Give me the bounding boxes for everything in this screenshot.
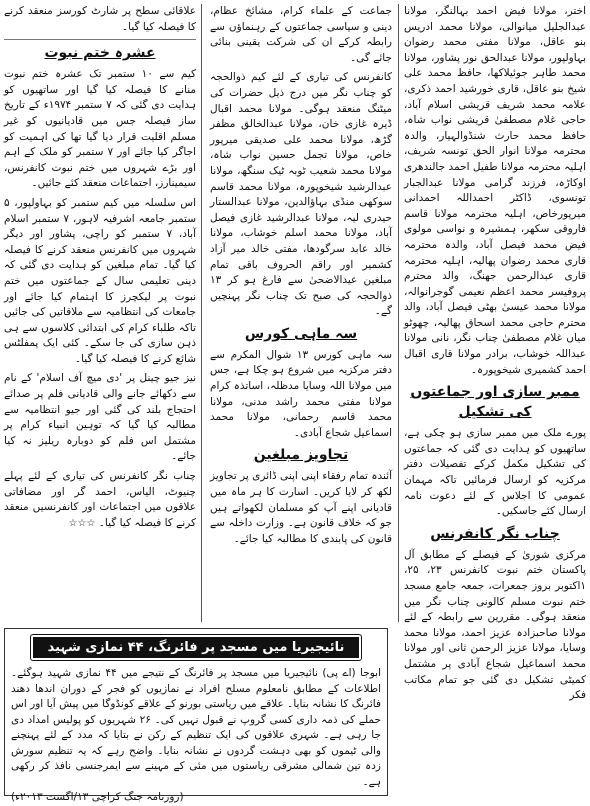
- news-headline-banner: نائیجیریا میں مسجد پر فائرنگ، ۴۴ نمازی شہید: [31, 635, 361, 660]
- meeting-paragraph: کانفرنس کی تیاری کے لئے کیم ذوالحجہ کو چناب نگر میں درج ذیل حضرات کی میٹنگ منعقد ہوگی۔ مولانا محمد اقبال ڈیرہ غازی خان، مولانا عبدالخالق مظفر گڑھ، مولانا محمد علی صدیقی میرپور خاص، مولانا تجمل حسین نواب شاہ، مولانا محمد شعیب ٹوبہ ٹیک سنگھ، مولانا عبدالرشید شیخوپورہ، مولانا محمد قاسم سوکھی منڈی بہاؤالدین، مولانا عبدالستار حیدری لیہ، مولانا عبدالرشید غازی فیصل آباد، مولانا محمد اسلم خوشاب، مولانا خالد عابد سرگودھا، مفتی خالد میر آزاد کشمیر اور راقم الحروف باقی تمام مبلغین عیدالاضحیٰ سے فارغ ہو کر ۱۳ ذوالحجہ کی صبح تک چناب نگر پہنچیں گے۔: [210, 71, 392, 318]
- quarterly-course-heading: سہ ماہی کورس: [244, 325, 358, 342]
- chenab-nagar-heading: چناب نگر کانفرنس: [430, 525, 560, 542]
- news-source: (روزنامہ جنگ کراچی ۱۳/اگست ۲۰۱۳ء): [11, 791, 184, 803]
- film-protest-paragraph: نیز جیو چینل پر 'دی میچ آف اسلام' کے نام سے دکھائے جانے والی قادیانی فلم پر صدائے احتجاج بلند کی گئی اور جیو انتظامیہ سے مطالبہ کیا گیا کہ توہین انبیاء کرام پر مشتمل اس فلم کو دوبارہ ریلیز نہ کیا جائے۔: [4, 372, 196, 463]
- seminars-paragraph: اس سلسلہ میں کیم ستمبر کو بہاولپور، ۵ ستمبر جامعہ اشرفیہ لاہور، ۷ ستمبر اسلام آباد، ۷ ستمبر کو راچی، پشاور اور دیگر شہروں میں کانفرنس منعقد کرنے کا فیصلہ کیا گیا۔ تمام مبلغین کو ہدایت دی گئی کہ دینی تعلیمی سال کے جماعتوں میں ختم نبوت پر لیکچرز کا اہتمام کیا جائے اور جامعات کی انتظامیہ سے ملاقاتیں کی جائیں تاکہ طلباء کرام کی ابتدائی کلاسوں سے ہی ذہن سازی کی جا سکے۔ کئی ایک پمفلٹس شائع کرنے کا فیصلہ کیا گیا۔: [4, 196, 196, 365]
- column-divider: [398, 4, 399, 622]
- membership-paragraph: پورے ملک میں ممبر سازی ہو چکی ہے، ساتھیوں کو ہدایت دی گئی کہ جماعتوں کی تشکیل مکمل کرکے تفصیلات دفتر مرکزیہ کو ارسال فرمائیں تاکہ مہمان عمومی کا اجلاس کے لئے دعوت نامہ ارسال کئے جاسکیں۔: [404, 427, 586, 518]
- preparation-text: چناب نگر کانفرنس کی تیاری کے لئے پہلے چنیوٹ، الیاس، احمد گر اور مضافاتی علاقوں میں اجتماعات اور کانفرنسیں منعقد کرنے کا فیصلہ کیا گیا۔: [4, 470, 196, 529]
- proposals-heading: تجاویز مبلغین: [253, 447, 349, 464]
- stars-ornament: ☆☆☆: [68, 517, 96, 529]
- scholars-paragraph: جماعت کے علماء کرام، مشائخ عظام، دینی و سیاسی جماعتوں کے رہنماؤں سے رابطہ کرکے ان کی شرکت یقینی بنائی جائے گی۔: [210, 5, 392, 64]
- decade-paragraph: کیم سے ۱۰ ستمبر تک عشرہ ختم نبوت منانے کا فیصلہ کیا گیا اور ساتھیوں کو ہدایت دی گئی کہ ۷ ستمبر ۱۹۷۴ء کے تاریخ ساز فیصلہ جس میں قادیانیوں کو غیر مسلم اقلیت قرار دیا گیا تھا کی اہمیت کو اجاگر کیا جائے اور ۷ ستمبر کو ملک کے اہم اور بڑے شہروں میں ختم نبوت کانفرنس، سیمینارز، اجتماعات منعقد کئے جائیں۔: [4, 68, 196, 190]
- news-body-text: ابوجا (اے پی) نائیجیریا میں مسجد پر فائرنگ کے نتیجے میں ۴۴ نمازی شہید ہوگئے۔ اطلاعات کے مطابق نامعلوم مسلح افراد نے نمازیوں کو فجر کے دوران اندھا دھند فائرنگ کا نشانہ بنایا۔ علاقے میں ریاستی بورنو کے علاقے کونڈوگا میں پیش آیا اور اس حملے کی ذمہ داری کسی گروپ نے قبول نہیں کی۔ ۲۶ شہریوں کو پولیس امداد دی جا رہی ہے۔ شہری علاقوں کی ایک تنظیم کے رکن نے بتایا کہ مدد کے لئے پہنچنے والی ٹیموں کو بھی دہشت گردوں نے نشانہ بنایا۔ واضح رہے کہ یہ تنظیم سورش زدہ تین شمالی مشرقی ریاستوں میں مئی کے مہینے سے ایمرجنسی نافذ کر رکھی ہے۔: [11, 667, 381, 788]
- middle-column: [210, 4, 392, 622]
- proposals-paragraph: آئندہ تمام رفقاء اپنی اپنی ڈائری پر تجاویز لکھ کر لایا کریں۔ اسارت کا ہر ماہ میں قادیانی اپنے آپ کو مسلمان لکھواتے ہیں جو کہ خلاف قانون ہے۔ وزارت داخلہ سے قانون کی پابندی کا مطالبہ کیا جائے۔: [210, 470, 392, 545]
- preparation-paragraph: [4, 469, 196, 531]
- nigeria-news-box: [4, 628, 388, 803]
- news-body: [11, 666, 381, 806]
- right-column: [404, 4, 586, 796]
- course-paragraph: سہ ماہی کورس ۱۳ شوال المکرم سے دفتر مرکزیہ میں شروع ہو چکا ہے، جس میں مولانا اللہ وسایا مدظلہ، اساتذہ کرام مولانا مفتی محمد راشد مدنی، مولانا محمد قاسم رحمانی، مولانا محمد اسماعیل شجاع آبادی۔: [210, 348, 392, 439]
- short-course-paragraph: علاقائی سطح پر شارٹ کورسز منعقد کرنے کا فیصلہ کیا گیا۔: [4, 5, 196, 33]
- membership-heading: ممبر سازی اور جماعتوں کی تشکیل: [410, 384, 580, 421]
- khatm-e-nabuwwat-decade-heading: عشرہ ختم نبوت: [4, 39, 196, 63]
- left-column: [4, 4, 196, 622]
- column-divider: [201, 4, 202, 622]
- attendees-paragraph: اختر، مولانا فیض احمد بہالنگر، مولانا عبدالجلیل میانوالی، مولانا محمد ادریس بنو عاقل، مولانا مفتی محمد رضوان بہاولپور، مولانا عبدالحق نور پشاور، مولانا محمد طاہر جوئیلاکھا، حافظ محمد علی شیخ بنو عاقل، قاری خورشید احمد ذکری، علامہ محمد شریف قریشی اسلام آباد، حاجی غلام مصطفیٰ قریشی نواب شاہ، حافظ محمد حارث شنڈوالہیار، والدہ محترمہ مولانا انوار الحق تونسہ شریف، اہلیہ محترمہ مولانا طفیل احمد جالندھری اوکاڑہ، فرزند گرامی مولانا عبدالجبار تونسوی، ڈاکٹر احمداللہ احمدانی میرپورخاص، اہلیہ محترمہ مولانا قاسم فاروقی سکھر، ہمشیرہ و نواسی مولوی فیض محمد فیصل آباد، والدہ محترمہ قاری محمد رضوان پھالیہ، اہلیہ محترمہ قاری عبدالرحمن جھنگ، والد محترم پروفیسر محمد اعظم نعیمی گوجرانوالہ، مولانا محمد عیسیٰ بھٹی فیصل آباد، والد محترم حاجی محمد اسحاق پھالیہ، چھوٹو میاں غلام مصطفیٰ چناب نگر، نانی مولانا عبداللہ خوشاب، برادر مولانا قاری اقبال احمد کشمیری شیخوپورہ۔: [404, 5, 586, 376]
- conference-paragraph: مرکزی شوریٰ کے فیصلے کے مطابق آل پاکستان ختم نبوت کانفرنس ۲۳، ۲۵، ۱اکتوبر بروز جمعرات، جمعہ جامع مسجد ختم نبوت مسلم کالونی چناب نگر میں منعقد ہوگی۔ مقررین سے رابطہ کے لئے مولانا صاحبزادہ عزیز احمد، مولانا محمد وسایا، مولانا عزیز الرحمن ثانی اور مولانا محمد اسماعیل شجاع آبادی پر مشتمل کمیٹی تشکیل دی گئی جو تمام مکاتب فکر: [404, 548, 587, 702]
